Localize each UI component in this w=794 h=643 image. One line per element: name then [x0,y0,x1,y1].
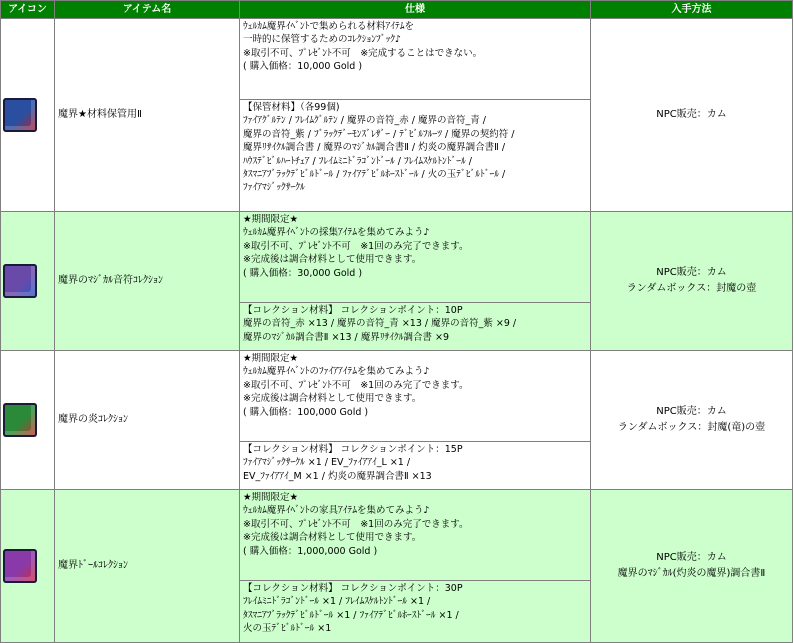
spec-line: ※取引不可、ﾌﾟﾚｾﾞﾝﾄ不可 ※1回のみ完了できます。 [243,379,469,391]
header-spec: 仕様 [240,1,591,19]
item-spec-materials [240,442,591,490]
item-icon-cell [1,212,55,351]
spec-line: ( 購入価格：30,000 Gold ) [243,267,363,279]
acquire-line: 魔界のﾏｼﾞｶﾙ(灼炎の魔界)調合書Ⅱ [617,568,766,579]
spec-line: ｳｪﾙｶﾑ魔界ｲﾍﾞﾝﾄで集められる材料ｱｲﾃﾑを [243,21,415,32]
material-line: 魔界の音符_赤 ×13 / 魔界の音符_青 ×13 / 魔界の音符_紫 ×9 / [243,318,517,330]
spec-line: ※取引不可、ﾌﾟﾚｾﾞﾝﾄ不可 ※1回のみ完了できます。 [243,518,469,530]
acquire-line: ランダムボックス：封魔の壺 [626,283,757,294]
spec-line: 一時的に保管するためのｺﾚｸｼｮﾝﾌﾞｯｸ♪ [243,34,402,46]
item-acquire [591,490,793,643]
acquire-line: ランダムボックス：封魔(竜)の壺 [617,422,766,433]
spec-line: ※完成後は調合材料として使用できます。 [243,532,422,544]
fire-book-icon [3,403,37,437]
item-spec-materials [240,581,591,643]
table-row [1,351,793,442]
item-spec-main [240,351,591,442]
storage-book-icon [3,98,37,132]
table-row [1,490,793,581]
item-name: 魔界ﾄﾞｰﾙｺﾚｸｼｮﾝ [55,490,240,643]
material-line: 【保管材料】（各99個) [243,102,340,113]
music-note-book-icon [3,264,37,298]
spec-line: ｳｪﾙｶﾑ魔界ｲﾍﾞﾝﾄの採集ｱｲﾃﾑを集めてみよう♪ [243,227,430,239]
material-line: ﾌｧｲｱﾏｼﾞｯｸｻｰｸﾙ ×1 / EV_ﾌｧｲｱｱｲ_L ×1 / [243,457,411,469]
material-line: ﾌﾚｲﾑﾐﾆﾄﾞﾗｺﾞﾝﾄﾞｰﾙ ×1 / ﾌﾚｲﾑｽｹﾙﾄﾝﾄﾞｰﾙ ×1 / [243,596,431,608]
material-line: ﾌｧｲｱｸﾞﾙﾃﾝ / ﾌﾚｲﾑｸﾞﾙﾃﾝ / 魔界の音符_赤 / 魔界の音符_青 / [243,115,486,127]
spec-line: ｳｪﾙｶﾑ魔界ｲﾍﾞﾝﾄの家具ｱｲﾃﾑを集めてみよう♪ [243,505,430,517]
material-line: ﾀｽﾏﾆｱﾌﾞﾗｯｸﾃﾞﾋﾞﾙﾄﾞｰﾙ / ﾌｧｲｱﾃﾞﾋﾞﾙﾎｰｽﾄﾞｰﾙ / 火の玉ﾃﾞﾋﾞﾙﾄﾞｰﾙ / [243,169,506,181]
header-item-name: アイテム名 [55,1,240,19]
material-line: 火の玉ﾃﾞﾋﾞﾙﾄﾞｰﾙ ×1 [243,623,332,635]
material-line: 【コレクション材料】 コレクションポイント：15P [243,444,463,455]
acquire-line: NPC販売：カム [656,406,727,417]
acquire-line: NPC販売：カム [656,552,727,563]
material-line: ﾀｽﾏﾆｱﾌﾞﾗｯｸﾃﾞﾋﾞﾙﾄﾞｰﾙ ×1 / ﾌｧｲｱﾃﾞﾋﾞﾙﾎｰｽﾄﾞｰﾙ ×1 / [243,609,459,621]
spec-line: ★期間限定★ [243,492,299,503]
spec-line: ※取引不可、ﾌﾟﾚｾﾞﾝﾄ不可 ※1回のみ完了できます。 [243,240,469,252]
header-icon: アイコン [1,1,55,19]
item-name: 魔界のﾏｼﾞｶﾙ音符ｺﾚｸｼｮﾝ [55,212,240,351]
material-line: 魔界ﾘｻｲｸﾙ調合書 / 魔界のﾏｼﾞｶﾙ調合書Ⅱ / 灼炎の魔界調合書Ⅱ / [243,142,506,154]
item-acquire [591,212,793,351]
spec-line: ｳｪﾙｶﾑ魔界ｲﾍﾞﾝﾄのﾌｧｲｱｱｲﾃﾑを集めてみよう♪ [243,366,430,378]
header-acquire: 入手方法 [591,1,793,19]
spec-line: ★期間限定★ [243,214,299,225]
spec-line: ※完成後は調合材料として使用できます。 [243,254,422,266]
acquire-line: NPC販売：カム [656,109,727,120]
acquire-line: NPC販売：カム [656,267,727,278]
material-line: ﾌｧｲｱﾏｼﾞｯｸｻｰｸﾙ [243,182,305,194]
item-name: 魔界★材料保管用Ⅱ [55,19,240,212]
item-acquire [591,19,793,212]
material-line: 【コレクション材料】 コレクションポイント：30P [243,583,463,594]
item-icon-cell [1,490,55,643]
material-line: EV_ﾌｧｲｱｱｲ_M ×1 / 灼炎の魔界調合書Ⅱ ×13 [243,470,432,482]
item-icon-cell [1,351,55,490]
spec-line: ( 購入価格：100,000 Gold ) [243,406,369,418]
table-row [1,212,793,303]
header-row [1,1,793,19]
item-acquire [591,351,793,490]
material-line: 魔界の音符_紫 / ﾌﾞﾗｯｸﾃﾞｰﾓﾝｽﾞﾚｻﾞｰ / ﾃﾞﾋﾞﾙﾌﾙｰﾂ / 魔界の契約符 / [243,128,515,140]
material-line: 魔界のﾏｼﾞｶﾙ調合書Ⅱ ×13 / 魔界ﾘｻｲｸﾙ調合書 ×9 [243,331,450,343]
item-name: 魔界の炎ｺﾚｸｼｮﾝ [55,351,240,490]
item-spec-materials [240,303,591,351]
item-icon-cell [1,19,55,212]
spec-line: ※完成後は調合材料として使用できます。 [243,393,422,405]
spec-line: ※取引不可、ﾌﾟﾚｾﾞﾝﾄ不可 ※完成することはできない。 [243,47,483,59]
doll-book-icon [3,549,37,583]
item-spec-main [240,490,591,581]
spec-line: ★期間限定★ [243,353,299,364]
material-line: 【コレクション材料】 コレクションポイント：10P [243,305,463,316]
item-spec-materials [240,100,591,212]
spec-line: ( 購入価格：1,000,000 Gold ) [243,545,378,557]
item-spec-main [240,19,591,100]
table-row [1,19,793,100]
material-line: ﾊｳｽﾃﾞﾋﾞﾙﾊｰﾄﾁｪｱ / ﾌﾚｲﾑﾐﾆﾄﾞﾗｺﾞﾝﾄﾞｰﾙ / ﾌﾚｲﾑｽｹﾙﾄﾝﾄﾞｰﾙ / [243,155,472,167]
item-spec-main [240,212,591,303]
spec-line: ( 購入価格：10,000 Gold ) [243,61,363,73]
